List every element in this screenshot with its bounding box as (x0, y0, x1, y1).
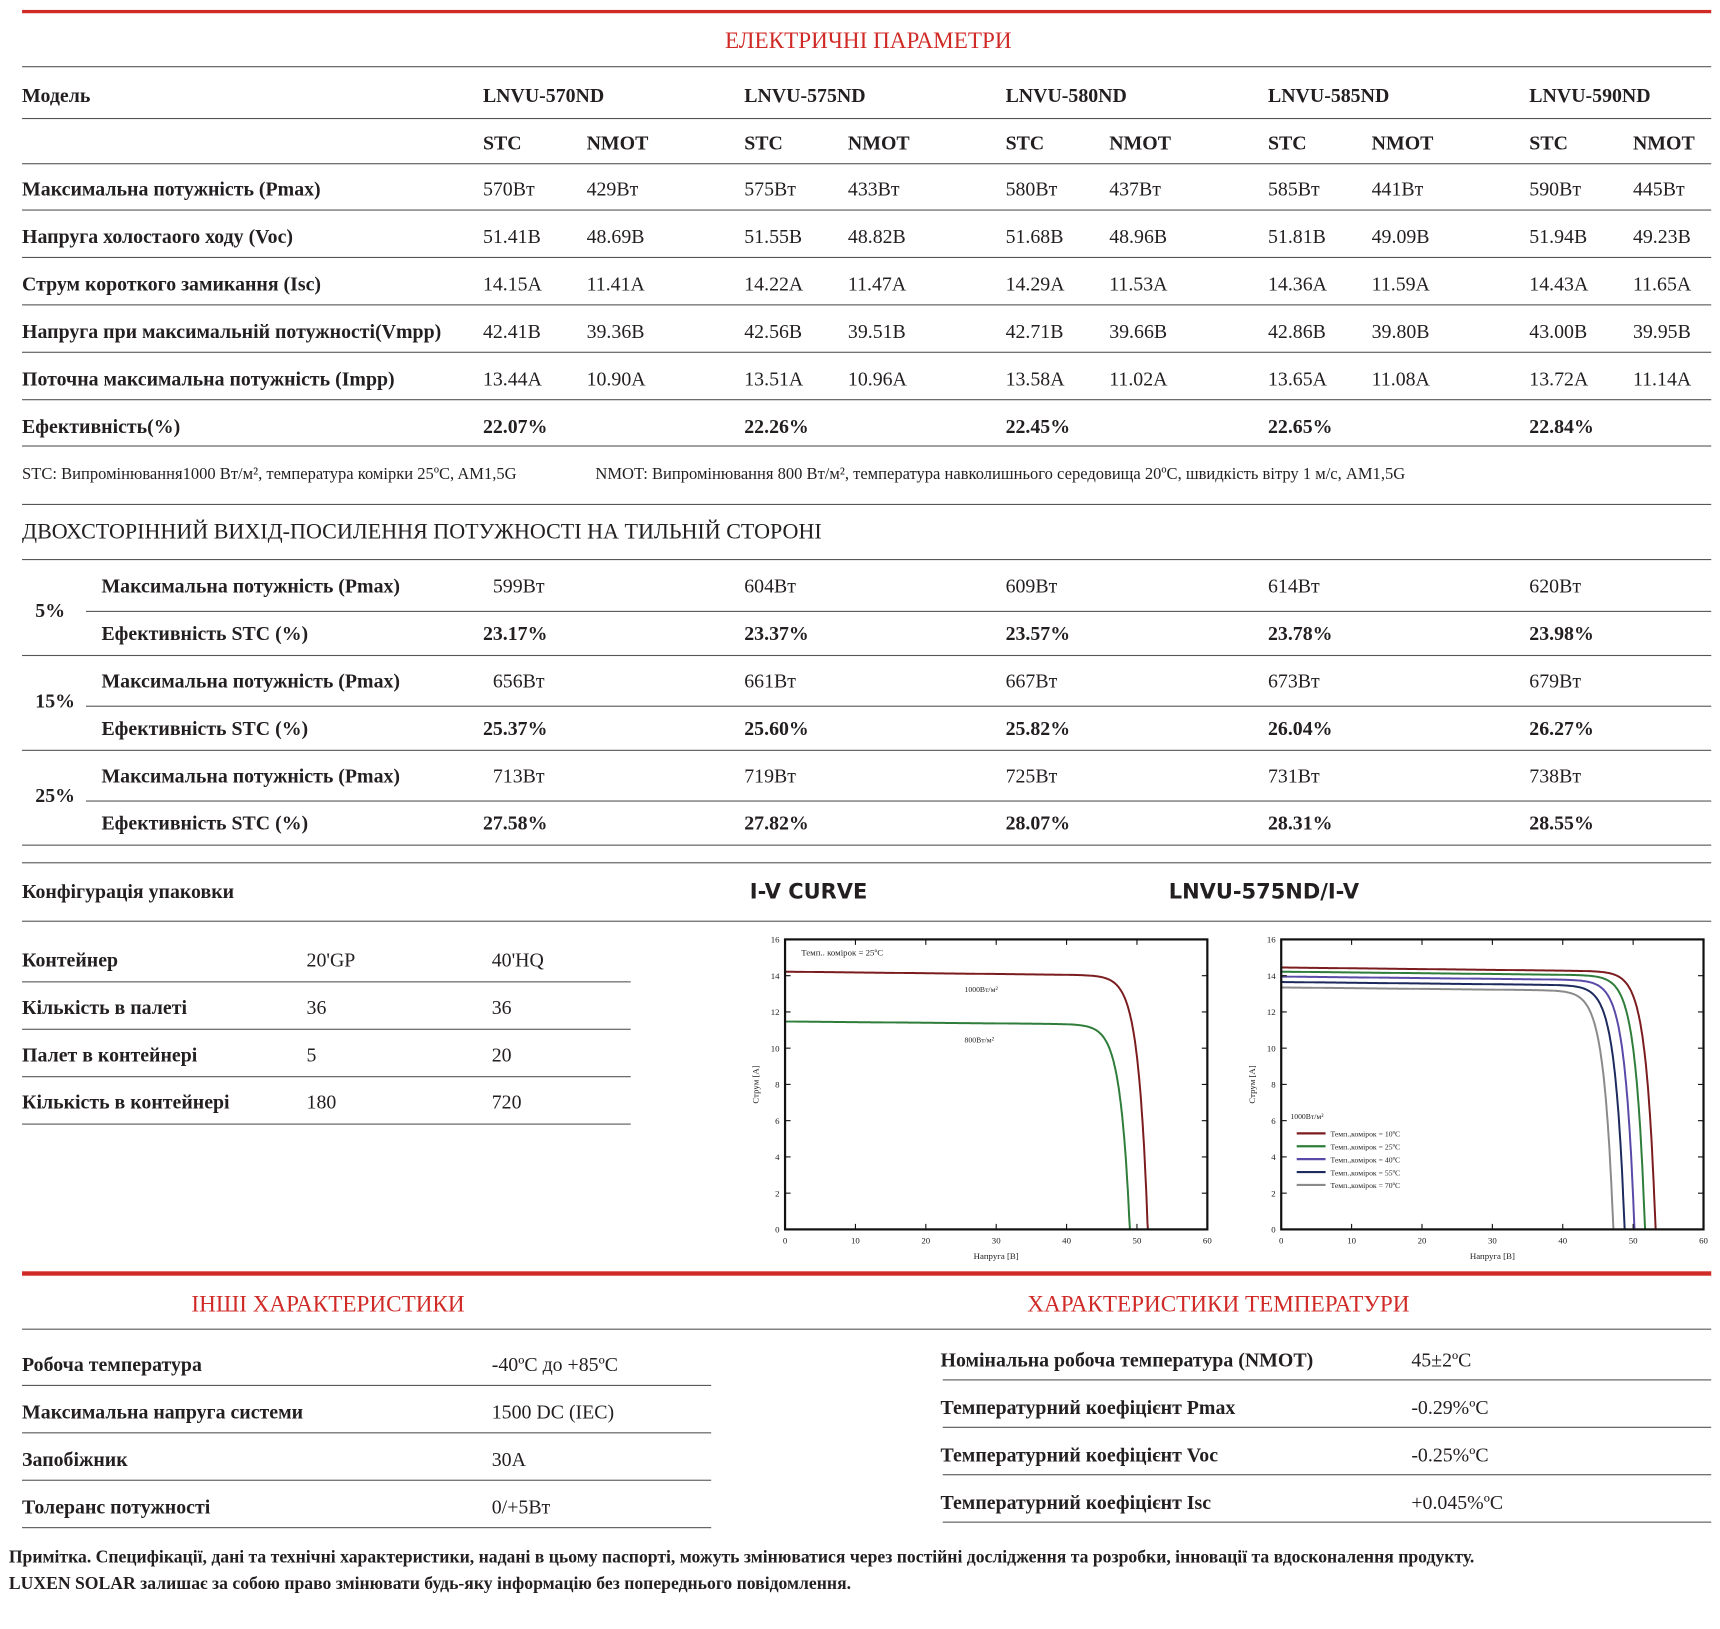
divider (22, 655, 1711, 656)
divider (22, 750, 1711, 751)
y-tick-label: 8 (775, 1079, 780, 1090)
pmax-value: 719Вт (744, 764, 796, 787)
eff-label: Ефективність STC (%) (101, 622, 309, 645)
param-value: 39.66B (1109, 320, 1168, 343)
param-value: 39.80B (1371, 320, 1430, 343)
pmax-value: 713Вт (492, 764, 545, 787)
eff-value: 25.60% (744, 717, 809, 740)
param-value: 13.72A (1529, 367, 1589, 390)
divider (22, 163, 1711, 164)
param-value: 43.00B (1529, 320, 1588, 343)
param-value: 42.41B (482, 320, 541, 343)
other-value: 1500 DC (IEC) (491, 1400, 615, 1423)
param-value: 14.15A (482, 272, 542, 295)
iv-series-line (1281, 982, 1624, 1229)
efficiency-label: Ефективність(%) (22, 415, 181, 438)
param-value: 39.51B (847, 320, 906, 343)
temperature-value: 45±2ºC (1411, 1349, 1472, 1372)
packaging-value-20gp: 180 (306, 1091, 337, 1114)
param-value: 14.22A (744, 272, 804, 295)
param-value: 10.90A (586, 367, 646, 390)
packaging-value-40hq: 720 (491, 1091, 522, 1114)
packaging-value-40hq: 40'HQ (491, 948, 544, 971)
param-value: 13.44A (482, 367, 542, 390)
model-label: Модель (22, 84, 91, 107)
divider (943, 1474, 1712, 1475)
gain-label: 5% (35, 599, 66, 622)
series-label: 800Вт/м² (964, 1035, 994, 1045)
x-tick-label: 30 (991, 1235, 1001, 1246)
param-value: 585Вт (1267, 178, 1320, 201)
packaging-value-20gp: 20'GP (306, 948, 356, 971)
divider (22, 66, 1711, 67)
pmax-label: Максимальна потужність (Pmax) (101, 575, 401, 598)
param-value: 49.09B (1371, 225, 1430, 248)
divider (22, 1076, 631, 1077)
param-value: 580Вт (1005, 178, 1058, 201)
x-tick-label: 30 (1487, 1235, 1497, 1246)
param-value: 570Вт (482, 178, 535, 201)
eff-value: 25.82% (1005, 717, 1071, 740)
pmax-value: 731Вт (1267, 764, 1320, 787)
param-value: 11.02A (1109, 367, 1168, 390)
param-value: 51.68B (1005, 225, 1064, 248)
packaging-label: Кількість в палеті (22, 996, 187, 1019)
pmax-value: 667Вт (1005, 669, 1058, 692)
param-value: 42.71B (1005, 320, 1064, 343)
efficiency-value: 22.65% (1267, 415, 1333, 438)
y-tick-label: 14 (1266, 970, 1276, 981)
model-name: LNVU-570ND (482, 84, 605, 107)
other-title: ІНШІ ХАРАКТЕРИСТИКИ (191, 1290, 465, 1318)
pmax-label: Максимальна потужність (Pmax) (101, 764, 401, 787)
param-value: 39.36B (586, 320, 645, 343)
eff-value: 25.37% (482, 717, 548, 740)
nmot-header: NMOT (1371, 131, 1434, 154)
divider (22, 862, 1711, 863)
nmot-header: NMOT (1632, 131, 1695, 154)
divider (22, 399, 1711, 400)
temperature-value: -0.25%ºC (1411, 1443, 1489, 1466)
x-tick-label: 40 (1062, 1235, 1071, 1246)
y-tick-label: 0 (775, 1224, 780, 1235)
eff-value: 28.31% (1267, 812, 1333, 835)
param-value: 11.14A (1632, 367, 1692, 390)
x-tick-label: 60 (1699, 1235, 1708, 1246)
footnote-line-1: Примітка. Специфікації, дані та технічні характеристики, надані в цьому паспорті, можуть змінюватися через постійні дослідження та розробки, інновації та вдосконалення продукту. (8, 1548, 1475, 1567)
other-value: 0/+5Вт (491, 1495, 551, 1518)
divider (22, 445, 1711, 446)
divider (22, 257, 1711, 258)
iv-chart-temperature (1235, 926, 1720, 1268)
pmax-value: 620Вт (1529, 575, 1581, 598)
model-name: LNVU-575ND (744, 84, 866, 107)
bifacial-title: ДВОХСТОРІННИЙ ВИХІД-ПОСИЛЕННЯ ПОТУЖНОСТІ НА ТИЛЬНІЙ СТОРОНІ (22, 519, 822, 545)
pmax-value: 604Вт (744, 575, 796, 598)
y-axis-label: Струм [A] (1246, 1065, 1257, 1104)
param-value: 39.95B (1632, 320, 1691, 343)
plot-frame (785, 939, 1207, 1229)
chart-annotation: 1000Вт/м² (1290, 1111, 1324, 1121)
other-label: Робоча температура (22, 1353, 202, 1376)
pmax-value: 725Вт (1005, 764, 1058, 787)
param-value: 13.65A (1267, 367, 1327, 390)
efficiency-value: 22.07% (482, 415, 548, 438)
param-value: 429Вт (586, 178, 639, 201)
eff-value: 23.78% (1267, 622, 1333, 645)
packaging-value-40hq: 20 (491, 1043, 512, 1066)
packaging-value-40hq: 36 (491, 996, 512, 1019)
legend-label: Темп.,комірок = 70ºC (1330, 1181, 1401, 1191)
param-value: 42.56B (744, 320, 803, 343)
param-value: 437Вт (1109, 178, 1161, 201)
y-tick-label: 8 (1271, 1079, 1276, 1090)
divider (22, 304, 1711, 305)
divider (22, 1124, 631, 1125)
y-tick-label: 16 (770, 934, 780, 945)
pmax-value: 656Вт (492, 669, 545, 692)
model-name: LNVU-590ND (1529, 84, 1651, 107)
efficiency-value: 22.26% (744, 415, 809, 438)
y-tick-label: 10 (770, 1043, 780, 1054)
divider (22, 981, 631, 982)
y-tick-label: 10 (1266, 1043, 1276, 1054)
param-value: 11.47A (847, 272, 907, 295)
efficiency-value: 22.84% (1529, 415, 1594, 438)
y-tick-label: 14 (770, 970, 780, 981)
other-label: Толеранс потужності (22, 1495, 211, 1518)
packaging-label: Контейнер (22, 948, 119, 971)
eff-value: 27.82% (744, 812, 809, 835)
pmax-value: 679Вт (1529, 669, 1581, 692)
nmot-note: NMOT: Випромінювання 800 Вт/м², температура навколишнього середовища 20ºC, швидкість вітру 1 м/с, AM1,5G (595, 465, 1406, 484)
param-value: 51.81B (1267, 225, 1326, 248)
x-tick-label: 0 (782, 1235, 788, 1246)
iv-chart-irradiance (739, 926, 1235, 1268)
model-name: LNVU-585ND (1267, 84, 1390, 107)
nmot-header: NMOT (847, 131, 910, 154)
temperature-label: Номінальна робоча температура (NMOT) (940, 1349, 1314, 1372)
divider (22, 1385, 711, 1386)
x-axis-label: Напруга [B] (1469, 1251, 1515, 1262)
param-value: 590Вт (1529, 178, 1581, 201)
divider (22, 504, 1711, 505)
y-tick-label: 6 (775, 1115, 780, 1126)
x-tick-label: 10 (1347, 1235, 1357, 1246)
stc-header: STC (482, 131, 522, 154)
temperature-label: Температурний коефіцієнт Pmax (940, 1396, 1236, 1419)
param-value: 51.94B (1529, 225, 1588, 248)
param-value: 14.43A (1529, 272, 1589, 295)
param-value: 48.69B (586, 225, 645, 248)
pmax-label: Максимальна потужність (Pmax) (101, 669, 401, 692)
param-value: 14.36A (1267, 272, 1327, 295)
stc-header: STC (1529, 131, 1568, 154)
divider (22, 1329, 1711, 1330)
x-tick-label: 20 (1417, 1235, 1427, 1246)
param-value: 11.53A (1109, 272, 1168, 295)
param-value: 441Вт (1371, 178, 1424, 201)
pmax-value: 614Вт (1267, 575, 1320, 598)
temperature-value: -0.29%ºC (1411, 1396, 1489, 1419)
eff-value: 28.55% (1529, 812, 1594, 835)
pmax-value: 599Вт (492, 575, 545, 598)
x-tick-label: 0 (1279, 1235, 1284, 1246)
param-value: 11.08A (1371, 367, 1430, 390)
divider (22, 118, 1711, 119)
divider (22, 845, 1711, 846)
legend-label: Темп.,комірок = 55ºC (1330, 1168, 1401, 1178)
param-value: 11.65A (1632, 272, 1692, 295)
param-value: 48.82B (847, 225, 906, 248)
packaging-value-20gp: 5 (306, 1043, 317, 1066)
divider (22, 1480, 711, 1481)
efficiency-value: 22.45% (1005, 415, 1071, 438)
temperature-value: +0.045%ºC (1411, 1491, 1504, 1514)
x-axis-label: Напруга [B] (973, 1251, 1019, 1262)
param-value: 48.96B (1109, 225, 1168, 248)
divider (86, 706, 1711, 707)
param-value: 11.59A (1371, 272, 1430, 295)
divider (22, 352, 1711, 353)
temperature-label: Температурний коефіцієнт Isc (940, 1491, 1212, 1514)
param-label: Поточна максимальна потужність (Impp) (22, 367, 395, 390)
param-value: 14.29A (1005, 272, 1065, 295)
y-tick-label: 16 (1266, 934, 1276, 945)
y-tick-label: 4 (775, 1152, 780, 1163)
other-value: 30A (491, 1448, 526, 1471)
y-tick-label: 6 (1271, 1115, 1276, 1126)
iv-curve-title: I-V CURVE (749, 879, 868, 905)
divider (86, 611, 1711, 612)
param-value: 445Вт (1632, 178, 1685, 201)
electrical-title: ЕЛЕКТРИЧНІ ПАРАМЕТРИ (724, 27, 1012, 54)
other-label: Максимальна напруга системи (22, 1400, 304, 1423)
chart-annotation: Темп.. комірок = 25ºC (801, 947, 884, 958)
param-value: 49.23B (1632, 225, 1691, 248)
param-label: Напруга холостаого ходу (Voc) (22, 225, 294, 248)
top-red-rule (22, 10, 1711, 13)
eff-label: Ефективність STC (%) (101, 717, 309, 740)
divider (943, 1379, 1712, 1380)
y-tick-label: 2 (775, 1188, 780, 1199)
divider (943, 1522, 1712, 1523)
iv-series-line (1281, 977, 1634, 1230)
eff-label: Ефективність STC (%) (101, 812, 309, 835)
stc-header: STC (744, 131, 783, 154)
x-tick-label: 40 (1558, 1235, 1568, 1246)
param-value: 42.86B (1267, 320, 1326, 343)
param-value: 13.51A (744, 367, 804, 390)
model-name: LNVU-580ND (1005, 84, 1127, 107)
eff-value: 23.17% (482, 622, 548, 645)
gain-label: 15% (35, 689, 75, 712)
eff-value: 26.04% (1267, 717, 1333, 740)
stc-header: STC (1267, 131, 1307, 154)
param-label: Струм короткого замикання (Isc) (22, 272, 322, 295)
divider (86, 800, 1711, 801)
gain-label: 25% (35, 784, 75, 807)
divider (22, 1527, 711, 1528)
eff-value: 27.58% (482, 812, 548, 835)
x-tick-label: 50 (1132, 1235, 1142, 1246)
pmax-value: 609Вт (1005, 575, 1058, 598)
eff-value: 23.98% (1529, 622, 1594, 645)
param-value: 433Вт (847, 178, 900, 201)
other-value: -40ºC до +85ºC (491, 1353, 618, 1376)
param-label: Напруга при максимальній потужності(Vmpp) (22, 320, 442, 343)
packaging-label: Кількість в контейнері (22, 1091, 230, 1114)
eff-value: 23.57% (1005, 622, 1071, 645)
x-tick-label: 10 (851, 1235, 860, 1246)
y-tick-label: 12 (1266, 1007, 1276, 1018)
nmot-header: NMOT (586, 131, 649, 154)
x-tick-label: 60 (1202, 1235, 1212, 1246)
temperature-title: ХАРАКТЕРИСТИКИ ТЕМПЕРАТУРИ (1027, 1290, 1410, 1318)
nmot-header: NMOT (1109, 131, 1171, 154)
pmax-value: 661Вт (744, 669, 796, 692)
param-value: 575Вт (744, 178, 796, 201)
pmax-value: 673Вт (1267, 669, 1320, 692)
stc-note: STC: Випромінювання1000 Вт/м², температура комірки 25ºC, AM1,5G (22, 465, 517, 484)
param-value: 51.55B (744, 225, 803, 248)
param-value: 51.41B (482, 225, 541, 248)
legend-label: Темп.,комірок = 40ºC (1330, 1155, 1401, 1165)
stc-header: STC (1005, 131, 1045, 154)
divider (943, 1427, 1712, 1428)
section-red-rule (22, 1271, 1711, 1275)
legend-label: Темп.,комірок = 25ºC (1330, 1142, 1401, 1152)
eff-value: 28.07% (1005, 812, 1071, 835)
param-value: 10.96A (847, 367, 907, 390)
iv-model-title: LNVU-575ND/I-V (1168, 879, 1360, 905)
packaging-title: Конфігурація упаковки (22, 880, 235, 903)
temperature-label: Температурний коефіцієнт Voc (940, 1443, 1219, 1466)
param-label: Максимальна потужність (Pmax) (22, 178, 321, 201)
packaging-label: Палет в контейнері (22, 1043, 198, 1066)
divider (22, 1432, 711, 1433)
eff-value: 26.27% (1529, 717, 1594, 740)
x-tick-label: 50 (1628, 1235, 1638, 1246)
divider (22, 921, 1711, 922)
divider (22, 559, 1711, 560)
packaging-value-20gp: 36 (306, 996, 327, 1019)
divider (22, 209, 1711, 210)
iv-series-line (785, 972, 1148, 1230)
footnote-line-2: LUXEN SOLAR залишає за собою право змінювати будь-яку інформацію без попереднього повідомлення. (8, 1574, 852, 1594)
iv-series-line (785, 1022, 1130, 1230)
y-tick-label: 12 (770, 1007, 780, 1018)
y-axis-label: Струм [A] (750, 1065, 761, 1104)
y-tick-label: 2 (1271, 1188, 1276, 1199)
param-value: 13.58A (1005, 367, 1065, 390)
iv-series-line (1281, 987, 1613, 1229)
y-tick-label: 0 (1271, 1224, 1276, 1235)
legend-label: Темп.,комірок = 10ºC (1330, 1129, 1401, 1139)
y-tick-label: 4 (1271, 1152, 1276, 1163)
param-value: 11.41A (586, 272, 645, 295)
pmax-value: 738Вт (1529, 764, 1581, 787)
other-label: Запобіжник (22, 1448, 128, 1471)
x-tick-label: 20 (921, 1235, 931, 1246)
series-label: 1000Вт/м² (964, 984, 998, 994)
eff-value: 23.37% (744, 622, 809, 645)
divider (22, 1029, 631, 1030)
